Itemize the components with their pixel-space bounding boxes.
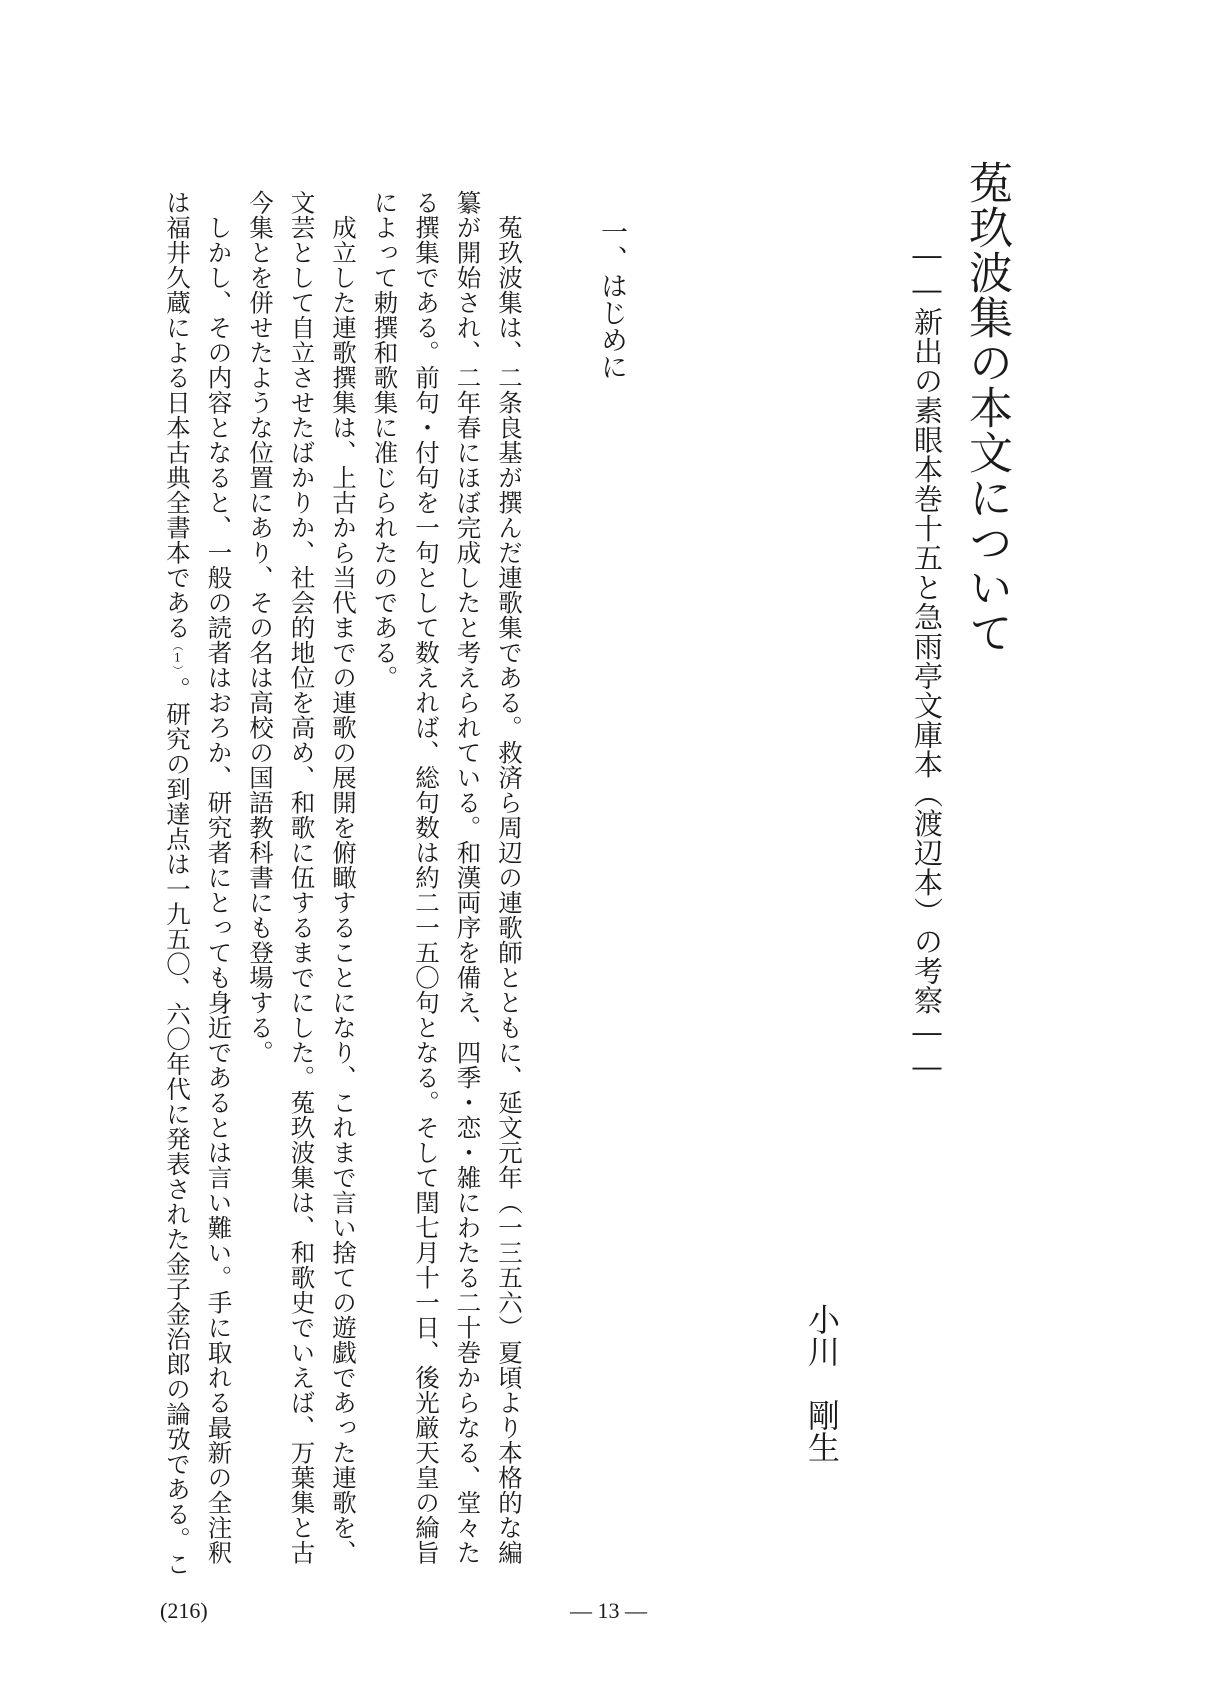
- body-line-text: は福井久蔵による日本古典全書本である: [163, 190, 192, 640]
- article-title: 菟玖波集の本文について: [961, 160, 1012, 655]
- body-line: 菟玖波集は、二条良基が撰んだ連歌集である。救済ら周辺の連歌師とともに、延文元年（一三五六）夏頃より本格的な編: [495, 190, 524, 1565]
- body-line: 文芸として自立させたばかりか、社会的地位を高め、和歌に伍するまでにした。菟玖波集は、和歌史でいえば、万葉集と古: [287, 190, 317, 1565]
- author-name: 小川 剛生: [803, 1303, 841, 1463]
- page-number-original: (216): [160, 1598, 208, 1623]
- body-line: 成立した連歌撰集は、上古から当代までの連歌の展開を俯瞰することになり、これまで言い捨ての遊戯であった連歌を、: [329, 190, 358, 1565]
- body-line: る撰集である。前句・付句を一句として数えれば、総句数は約二一五〇句となる。そして閏七月十一日、後光厳天皇の綸旨: [412, 190, 441, 1565]
- body-line: 纂が開始され、二年春にほぼ完成したと考えられている。和漢両序を備え、四季・恋・雑にわたる二十巻からなる、堂々た: [453, 190, 483, 1565]
- body-line: [165, 190, 190, 1577]
- body-line-text: 。研究の到達点は一九五〇、六〇年代に発表された金子金治郎の論攷である。こ: [163, 676, 192, 1577]
- body-line: 今集とを併せたような位置にあり、その名は高校の国語教科書にも登場する。: [246, 190, 275, 1065]
- footnote-marker: （1）: [171, 640, 184, 677]
- article-subtitle: ――新出の素眼本巻十五と急雨亭文庫本（渡辺本）の考察――: [910, 238, 944, 1084]
- section-heading: 一、はじめに: [596, 218, 627, 380]
- body-line: しかし、その内容となると、一般の読者はおろか、研究者にとっても身近であるとは言い難い。手に取れる最新の全注釈: [204, 190, 234, 1565]
- page-number: ― 13 ―: [570, 1598, 647, 1623]
- body-line: によって勅撰和歌集に准じられたのである。: [370, 190, 400, 690]
